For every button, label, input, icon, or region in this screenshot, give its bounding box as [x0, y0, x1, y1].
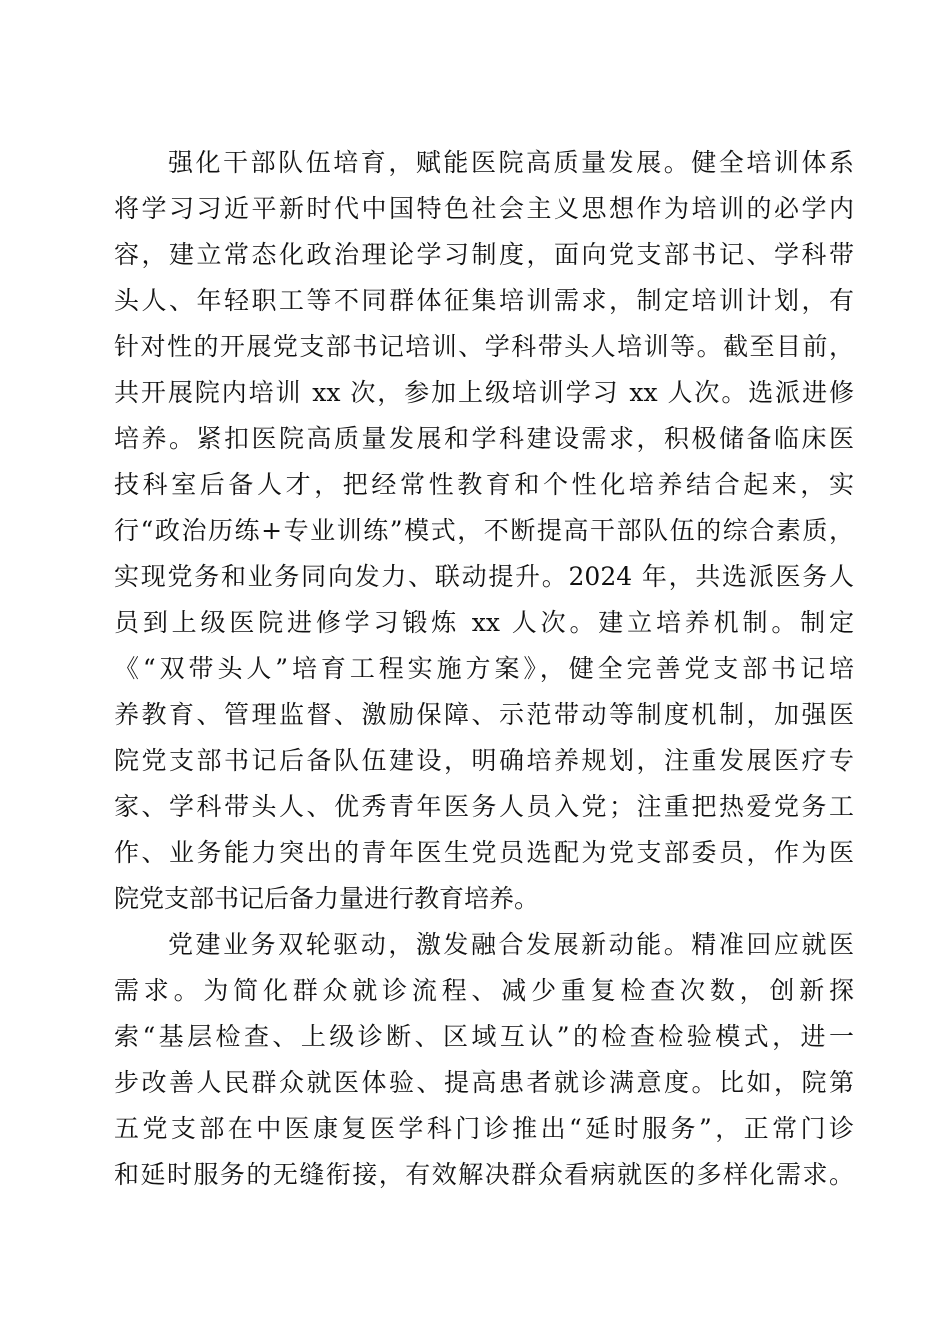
- paragraph-line: 需求。为简化群众就诊流程、减少重复检查次数，创新探: [114, 976, 854, 1005]
- paragraph-line: 培养。紧扣医院高质量发展和学科建设需求，积极储备临床医: [114, 424, 854, 453]
- paragraph-line: 员到上级医院进修学习锻炼 xx 人次。建立培养机制。制定: [114, 608, 854, 637]
- paragraph-line: 和延时服务的无缝衔接，有效解决群众看病就医的多样化需求。: [114, 1160, 854, 1189]
- paragraph-line: 党建业务双轮驱动，激发融合发展新动能。精准回应就医: [168, 930, 854, 959]
- paragraph-line: 院党支部书记后备力量进行教育培养。: [114, 884, 540, 913]
- document-body: [114, 140, 854, 1198]
- paragraph-line: 头人、年轻职工等不同群体征集培训需求，制定培训计划，有: [114, 286, 854, 315]
- paragraph-line: 实现党务和业务同向发力、联动提升。2024 年，共选派医务人: [114, 562, 854, 591]
- paragraph-line: 技科室后备人才，把经常性教育和个性化培养结合起来，实: [114, 470, 854, 499]
- paragraph-line: 共开展院内培训 xx 次，参加上级培训学习 xx 人次。选派进修: [114, 378, 854, 407]
- paragraph-line: 针对性的开展党支部书记培训、学科带头人培训等。截至目前，: [114, 332, 854, 361]
- paragraph-line: 索“基层检查、上级诊断、区域互认”的检查检验模式，进一: [114, 1022, 854, 1051]
- paragraph-line: 容，建立常态化政治理论学习制度，面向党支部书记、学科带: [114, 240, 854, 269]
- paragraph-line: 将学习习近平新时代中国特色社会主义思想作为培训的必学内: [114, 194, 854, 223]
- paragraph-cadre-training: [114, 140, 854, 922]
- paragraph-party-business-integration: [114, 922, 854, 1198]
- paragraph-line: 《“双带头人”培育工程实施方案》，健全完善党支部书记培: [114, 654, 854, 683]
- paragraph-line: 养教育、管理监督、激励保障、示范带动等制度机制，加强医: [114, 700, 854, 729]
- paragraph-line: 行“政治历练+专业训练”模式，不断提高干部队伍的综合素质，: [114, 516, 854, 545]
- paragraph-line: 家、学科带头人、优秀青年医务人员入党；注重把热爱党务工: [114, 792, 854, 821]
- paragraph-line: 作、业务能力突出的青年医生党员选配为党支部委员，作为医: [114, 838, 854, 867]
- paragraph-line: 五党支部在中医康复医学科门诊推出“延时服务”，正常门诊: [114, 1114, 854, 1143]
- paragraph-line: 步改善人民群众就医体验、提高患者就诊满意度。比如，院第: [114, 1068, 854, 1097]
- paragraph-line: 强化干部队伍培育，赋能医院高质量发展。健全培训体系: [168, 148, 854, 177]
- paragraph-line: 院党支部书记后备队伍建设，明确培养规划，注重发展医疗专: [114, 746, 854, 775]
